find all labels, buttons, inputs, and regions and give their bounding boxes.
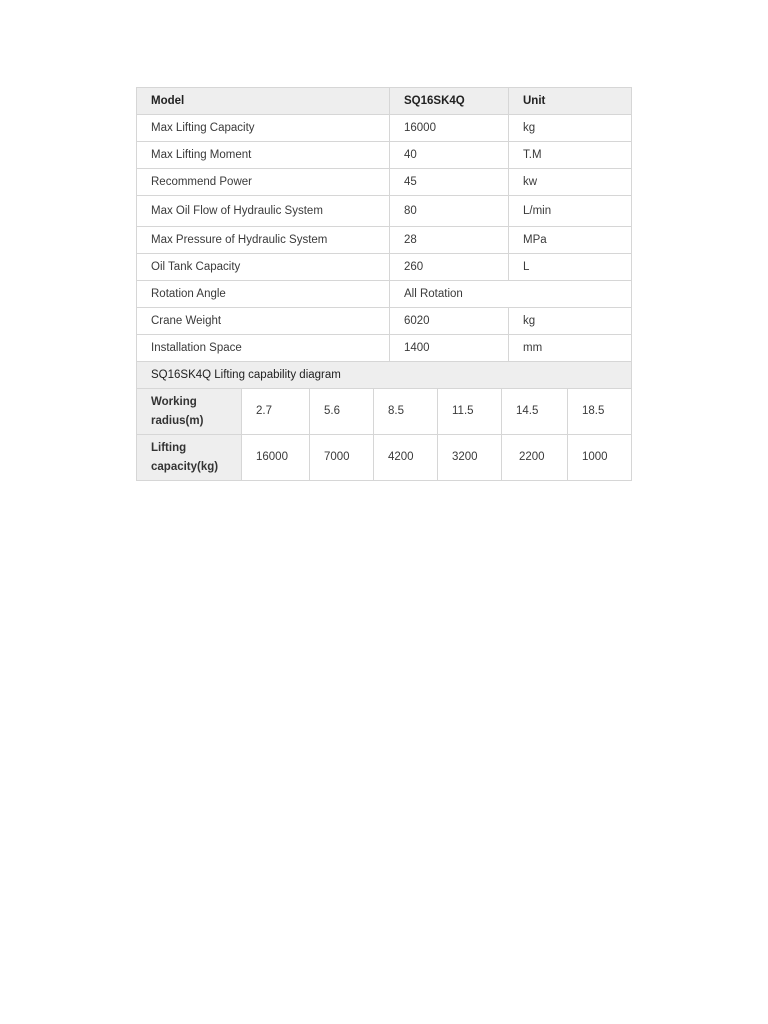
spec-unit: kg — [509, 115, 632, 142]
spec-unit: L/min — [509, 196, 632, 227]
spec-unit: kg — [509, 308, 632, 335]
spec-unit: T.M — [509, 142, 632, 169]
spec-row — [137, 115, 632, 142]
spec-parameter: Installation Space — [137, 335, 390, 362]
spec-parameter: Max Oil Flow of Hydraulic System — [137, 196, 390, 227]
capacity-value: 2200 — [502, 435, 568, 481]
spec-parameter: Oil Tank Capacity — [137, 254, 390, 281]
spec-row — [137, 142, 632, 169]
header-unit: Unit — [509, 88, 632, 115]
spec-parameter: Max Lifting Moment — [137, 142, 390, 169]
capacity-value: 1000 — [568, 435, 632, 481]
working-radius-row — [137, 389, 632, 435]
spec-parameter: Max Pressure of Hydraulic System — [137, 227, 390, 254]
spec-row — [137, 196, 632, 227]
spec-value: 1400 — [390, 335, 509, 362]
spec-unit: L — [509, 254, 632, 281]
spec-unit: mm — [509, 335, 632, 362]
lifting-diagram-caption: SQ16SK4Q Lifting capability diagram — [137, 362, 632, 389]
lifting-capacity-row — [137, 435, 632, 481]
spec-row — [137, 308, 632, 335]
radius-value: 14.5 — [502, 389, 568, 435]
capacity-value: 4200 — [374, 435, 438, 481]
spec-value: 16000 — [390, 115, 509, 142]
spec-parameter: Crane Weight — [137, 308, 390, 335]
spec-value: All Rotation — [390, 281, 632, 308]
header-model: Model — [137, 88, 390, 115]
spec-row — [137, 335, 632, 362]
radius-value: 11.5 — [438, 389, 502, 435]
spec-value: 6020 — [390, 308, 509, 335]
lifting-diagram-caption-row — [137, 362, 632, 389]
header-model-value: SQ16SK4Q — [390, 88, 509, 115]
spec-unit: kw — [509, 169, 632, 196]
spec-value: 80 — [390, 196, 509, 227]
lifting-capability-table — [136, 389, 632, 481]
spec-table — [136, 87, 632, 389]
spec-parameter: Recommend Power — [137, 169, 390, 196]
spec-unit: MPa — [509, 227, 632, 254]
spec-value: 260 — [390, 254, 509, 281]
spec-document — [136, 87, 632, 481]
spec-row — [137, 227, 632, 254]
spec-parameter: Max Lifting Capacity — [137, 115, 390, 142]
spec-parameter: Rotation Angle — [137, 281, 390, 308]
spec-value: 45 — [390, 169, 509, 196]
working-radius-label: Working radius(m) — [137, 389, 242, 435]
radius-value: 5.6 — [310, 389, 374, 435]
spec-value: 40 — [390, 142, 509, 169]
spec-row — [137, 254, 632, 281]
lifting-capacity-label: Lifting capacity(kg) — [137, 435, 242, 481]
spec-row — [137, 169, 632, 196]
radius-value: 2.7 — [242, 389, 310, 435]
spec-value: 28 — [390, 227, 509, 254]
capacity-value: 7000 — [310, 435, 374, 481]
radius-value: 8.5 — [374, 389, 438, 435]
spec-header-row — [137, 88, 632, 115]
radius-value: 18.5 — [568, 389, 632, 435]
capacity-value: 3200 — [438, 435, 502, 481]
capacity-value: 16000 — [242, 435, 310, 481]
spec-row — [137, 281, 632, 308]
